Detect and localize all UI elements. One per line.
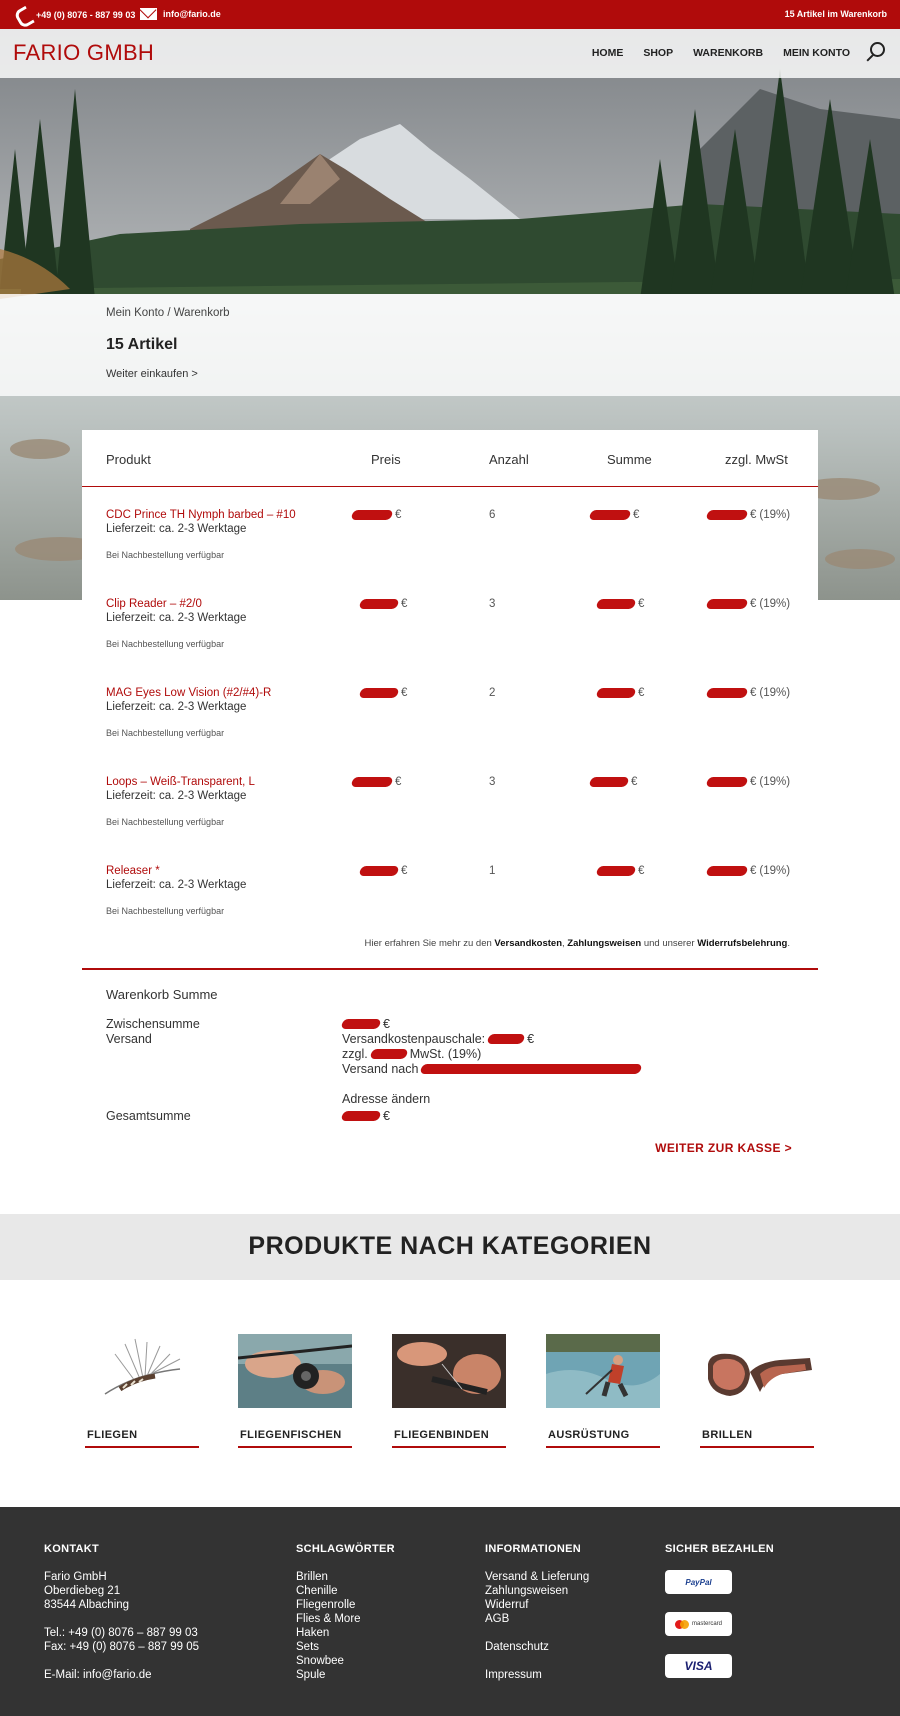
equipment-image <box>546 1334 660 1408</box>
change-address-link[interactable]: Adresse ändern <box>342 1092 431 1106</box>
footer-fax: Fax: +49 (0) 8076 – 887 99 05 <box>44 1641 200 1653</box>
product-name-link[interactable]: MAG Eyes Low Vision (#2/#4)-R <box>106 687 272 699</box>
delivery-time: Lieferzeit: ca. 2-3 Werktage <box>106 879 247 891</box>
redacted-value <box>596 866 637 876</box>
footer-info <box>485 1543 589 1682</box>
tag-link[interactable]: Sets <box>296 1641 320 1653</box>
redacted-value <box>589 777 630 787</box>
shipping-label: Versand <box>106 1032 152 1046</box>
site-logo[interactable]: FARIO GMBH <box>13 40 155 65</box>
redacted-value <box>487 1034 526 1044</box>
mastercard-logo: mastercard <box>665 1612 732 1636</box>
tag-link[interactable]: Flies & More <box>296 1613 361 1625</box>
table-row <box>82 509 818 597</box>
shipping-info-note: Hier erfahren Sie mehr zu den Versandkosten, Zahlungsweisen und unserer Widerrufsbelehrung. <box>364 938 790 949</box>
delivery-time: Lieferzeit: ca. 2-3 Werktage <box>106 523 247 535</box>
footer-email[interactable]: E-Mail: info@fario.de <box>44 1669 152 1681</box>
availability: Bei Nachbestellung verfügbar <box>106 728 225 738</box>
col-tax: zzgl. MwSt <box>725 452 788 467</box>
redacted-value <box>706 688 749 698</box>
tag-link[interactable]: Haken <box>296 1627 330 1639</box>
shipping-tax: zzgl. MwSt. (19%) <box>342 1047 482 1061</box>
line-total: € <box>597 598 644 610</box>
footer-payment <box>665 1543 774 1696</box>
table-row <box>82 598 818 686</box>
tag-link[interactable]: Snowbee <box>296 1655 344 1667</box>
category-fly-fishing[interactable]: FLIEGENFISCHEN <box>238 1334 352 1449</box>
info-link[interactable]: Versand & Lieferung <box>485 1571 590 1583</box>
fly-image <box>85 1334 199 1408</box>
unit-price: € <box>360 865 407 877</box>
footer-tel[interactable]: Tel.: +49 (0) 8076 – 887 99 03 <box>44 1627 198 1639</box>
line-total: € <box>597 865 644 877</box>
main-nav <box>592 47 850 59</box>
redacted-value <box>706 777 749 787</box>
unit-price: € <box>352 776 401 788</box>
topbar-cart-count[interactable]: 15 Artikel im Warenkorb <box>784 9 887 19</box>
total-label: Gesamtsumme <box>106 1109 191 1123</box>
line-total: € <box>590 776 637 788</box>
checkout-button[interactable]: WEITER ZUR KASSE > <box>655 1141 792 1155</box>
line-total: € <box>597 687 644 699</box>
unit-price: € <box>360 598 407 610</box>
product-name-link[interactable]: Clip Reader – #2/0 <box>106 598 202 610</box>
col-product: Produkt <box>106 452 151 467</box>
mail-icon <box>140 8 157 20</box>
phone-icon <box>16 8 30 21</box>
nav-account[interactable]: MEIN KONTO <box>783 47 850 59</box>
privacy-link[interactable]: Datenschutz <box>485 1641 549 1653</box>
topbar-email[interactable] <box>140 8 221 20</box>
delivery-time: Lieferzeit: ca. 2-3 Werktage <box>106 790 247 802</box>
line-tax: € (19%) <box>707 865 790 877</box>
table-row <box>82 776 818 864</box>
footer-tags <box>296 1543 395 1682</box>
category-flies[interactable]: FLIEGEN <box>85 1334 199 1449</box>
redacted-value <box>359 599 400 609</box>
col-price: Preis <box>371 452 401 467</box>
redacted-value <box>351 777 394 787</box>
redacted-value <box>351 510 394 520</box>
redacted-value <box>706 866 749 876</box>
line-tax: € (19%) <box>707 776 790 788</box>
topbar-phone[interactable] <box>16 8 135 21</box>
subtotal-label: Zwischensumme <box>106 1017 200 1031</box>
tag-link[interactable]: Spule <box>296 1669 326 1681</box>
categories-band <box>0 1214 900 1280</box>
shipping-costs-link[interactable]: Versandkosten <box>494 938 563 949</box>
top-bar <box>0 0 900 29</box>
continue-shopping-link[interactable]: Weiter einkaufen > <box>106 368 198 380</box>
table-row <box>82 687 818 775</box>
category-equipment[interactable]: AUSRÜSTUNG <box>546 1334 660 1449</box>
fly-fishing-image <box>238 1334 352 1408</box>
info-link[interactable]: Widerruf <box>485 1599 529 1611</box>
col-qty: Anzahl <box>489 452 529 467</box>
footer-tags-heading: SCHLAGWÖRTER <box>296 1543 395 1555</box>
footer-contact-heading: KONTAKT <box>44 1543 100 1555</box>
footer-contact: KONTAKT Fario GmbH Oberdiebeg 21 83544 Albaching Tel.: +49 (0) 8076 – 887 99 03 Fax: +49 (0) 8076 – 887 99 05 E-Mail: info@fario.de <box>44 1543 200 1681</box>
availability: Bei Nachbestellung verfügbar <box>106 550 225 560</box>
delivery-time: Lieferzeit: ca. 2-3 Werktage <box>106 701 247 713</box>
quantity[interactable]: 2 <box>489 687 496 699</box>
availability: Bei Nachbestellung verfügbar <box>106 817 225 827</box>
unit-price: € <box>352 509 401 521</box>
line-tax: € (19%) <box>707 509 790 521</box>
category-fly-tying[interactable]: FLIEGENBINDEN <box>392 1334 506 1449</box>
line-tax: € (19%) <box>707 687 790 699</box>
availability: Bei Nachbestellung verfügbar <box>106 639 225 649</box>
info-link[interactable]: Zahlungsweisen <box>485 1585 569 1597</box>
imprint-link[interactable]: Impressum <box>485 1669 542 1681</box>
nav-cart[interactable]: WARENKORB <box>693 47 764 59</box>
cart-totals-title: Warenkorb Summe <box>106 987 218 1002</box>
categories-heading: PRODUKTE NACH KATEGORIEN <box>248 1232 652 1260</box>
withdrawal-policy-link[interactable]: Widerrufsbelehrung <box>697 938 788 949</box>
col-sum: Summe <box>607 452 652 467</box>
tag-link[interactable]: Chenille <box>296 1585 338 1597</box>
quantity[interactable]: 3 <box>489 776 496 788</box>
footer-payment-heading: SICHER BEZAHLEN <box>665 1543 775 1555</box>
redacted-value <box>341 1111 382 1121</box>
fly-tying-image <box>392 1334 506 1408</box>
site-footer <box>0 1507 900 1716</box>
line-total: € <box>590 509 639 521</box>
redacted-value <box>596 688 637 698</box>
redacted-value <box>420 1064 643 1074</box>
quantity[interactable]: 1 <box>489 865 496 877</box>
unit-price: € <box>360 687 407 699</box>
redacted-value <box>596 599 637 609</box>
redacted-value <box>359 688 400 698</box>
info-link[interactable]: AGB <box>485 1613 510 1625</box>
product-name-link[interactable]: CDC Prince TH Nymph barbed – #10 <box>106 509 296 521</box>
product-name-link[interactable]: Releaser * <box>106 865 160 877</box>
nav-shop[interactable]: SHOP <box>643 47 674 59</box>
total-value: € <box>342 1109 390 1123</box>
tag-link[interactable]: Brillen <box>296 1571 328 1583</box>
product-name-link[interactable]: Loops – Weiß-Transparent, L <box>106 776 255 788</box>
search-icon[interactable] <box>867 42 885 62</box>
paypal-logo: PayPal <box>665 1570 732 1594</box>
breadcrumb[interactable]: Mein Konto / Warenkorb <box>106 307 230 319</box>
footer-info-heading: INFORMATIONEN <box>485 1543 581 1555</box>
tag-link[interactable]: Fliegenrolle <box>296 1599 356 1611</box>
glasses-image <box>700 1334 814 1408</box>
shipping-flat-rate: Versandkostenpauschale: € <box>342 1032 535 1046</box>
page-title: 15 Artikel <box>106 336 178 353</box>
shipping-destination: Versand nach <box>342 1062 641 1076</box>
redacted-value <box>341 1019 382 1029</box>
site-header <box>0 29 900 78</box>
cart-divider <box>82 968 818 970</box>
quantity[interactable]: 3 <box>489 598 496 610</box>
delivery-time: Lieferzeit: ca. 2-3 Werktage <box>106 612 247 624</box>
email-address[interactable]: info@fario.de <box>163 9 221 19</box>
redacted-value <box>359 866 400 876</box>
redacted-value <box>369 1049 408 1059</box>
cart-table <box>82 430 818 1168</box>
redacted-value <box>706 510 749 520</box>
redacted-value <box>589 510 632 520</box>
availability: Bei Nachbestellung verfügbar <box>106 906 225 916</box>
subtotal-value: € <box>342 1017 390 1031</box>
redacted-value <box>706 599 749 609</box>
cart-table-header <box>82 430 818 487</box>
phone-number[interactable]: +49 (0) 8076 - 887 99 03 <box>36 9 136 20</box>
page-heading-panel <box>0 294 900 396</box>
line-tax: € (19%) <box>707 598 790 610</box>
quantity[interactable]: 6 <box>489 509 496 521</box>
payment-methods-link[interactable]: Zahlungsweisen <box>567 938 642 949</box>
category-glasses[interactable]: BRILLEN <box>700 1334 814 1449</box>
mastercard-icon <box>675 1620 689 1629</box>
nav-home[interactable]: HOME <box>591 47 624 59</box>
visa-logo: VISA <box>665 1654 732 1678</box>
